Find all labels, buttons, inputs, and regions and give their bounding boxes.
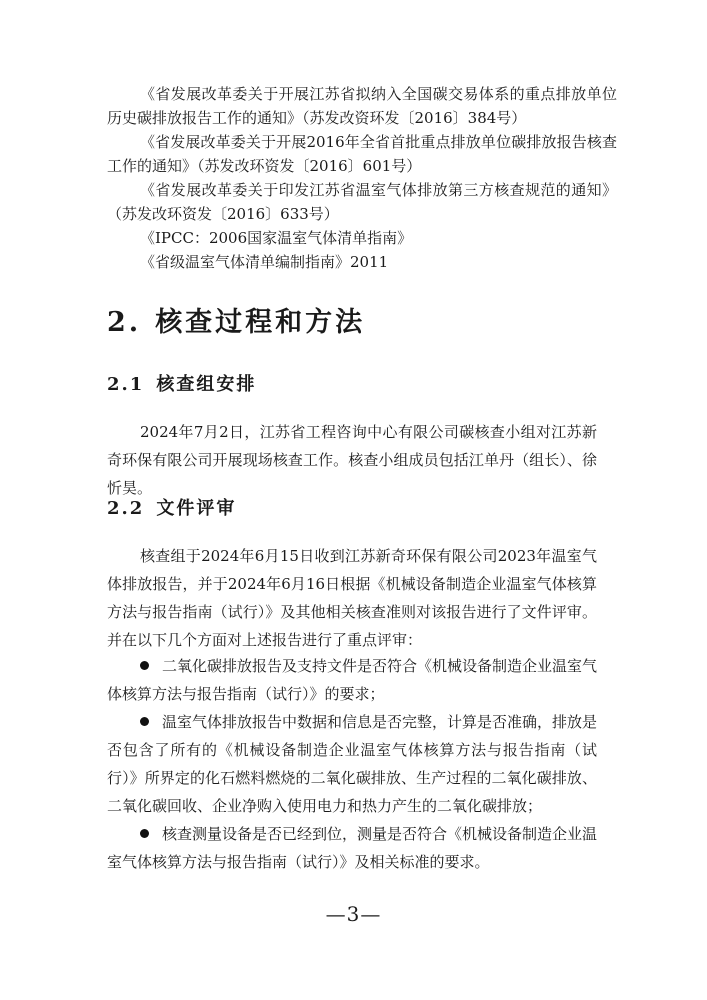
list-item-text: 二氧化碳排放报告及支持文件是否符合《机械设备制造企业温室气体核算方法与报告指南（试行）》的要求； [107, 657, 598, 703]
review-points-list [107, 652, 597, 876]
reference-item: 《省发展改革委关于印发江苏省温室气体排放第三方核查规范的通知》（苏发改环资发〔2016〕633号） [107, 181, 617, 223]
bullet-icon [140, 661, 149, 670]
subsection-number: 2.2 [107, 498, 145, 519]
reference-item: 《IPCC：2006国家温室气体清单指南》 [140, 229, 413, 247]
page-number: —3— [325, 902, 382, 926]
document-review-paragraph: 核查组于2024年6月15日收到江苏新奇环保有限公司2023年温室气体排放报告，并于2024年6月16日根据《机械设备制造企业温室气体核算方法与报告指南（试行）》及其他相关核查准则对该报告进行了文件评审。并在以下几个方面对上述报告进行了重点评审： [107, 547, 597, 649]
list-item [107, 820, 597, 876]
subsection-heading-2-1 [107, 370, 256, 396]
list-item [107, 652, 597, 708]
reference-list [107, 82, 617, 274]
section-title: 核查过程和方法 [155, 307, 366, 338]
bullet-icon [140, 717, 149, 726]
reference-item: 《省级温室气体清单编制指南》2011 [140, 253, 389, 271]
section-number: 2. [107, 307, 142, 338]
subsection-title: 文件评审 [156, 498, 237, 519]
bullet-icon [140, 829, 149, 838]
team-arrangement-paragraph: 2024年7月2日，江苏省工程咨询中心有限公司碳核查小组对江苏新奇环保有限公司开展现场核查工作。核查小组成员包括江单丹（组长）、徐忻昊。 [107, 423, 597, 497]
list-item-text: 核查测量设备是否已经到位，测量是否符合《机械设备制造企业温室气体核算方法与报告指南（试行）》及相关标准的要求。 [107, 825, 598, 871]
list-item [107, 708, 597, 820]
reference-item: 《省发展改革委关于开展江苏省拟纳入全国碳交易体系的重点排放单位历史碳排放报告工作的通知》（苏发改资环发〔2016〕384号） [107, 85, 617, 127]
subsection-number: 2.1 [107, 374, 145, 395]
subsection-title: 核查组安排 [156, 374, 257, 395]
subsection-heading-2-2 [107, 494, 236, 520]
reference-item: 《省发展改革委关于开展2016年全省首批重点排放单位碳排放报告核查工作的通知》（苏发改环资发〔2016〕601号） [107, 133, 617, 175]
list-item-text: 温室气体排放报告中数据和信息是否完整，计算是否准确，排放是否包含了所有的《机械设备制造企业温室气体核算方法与报告指南（试行）》所界定的化石燃料燃烧的二氧化碳排放、生产过程的二氧化碳排放、二氧化碳回收、企业净购入使用电力和热力产生的二氧化碳排放； [107, 713, 598, 815]
section-heading-2 [107, 300, 365, 339]
